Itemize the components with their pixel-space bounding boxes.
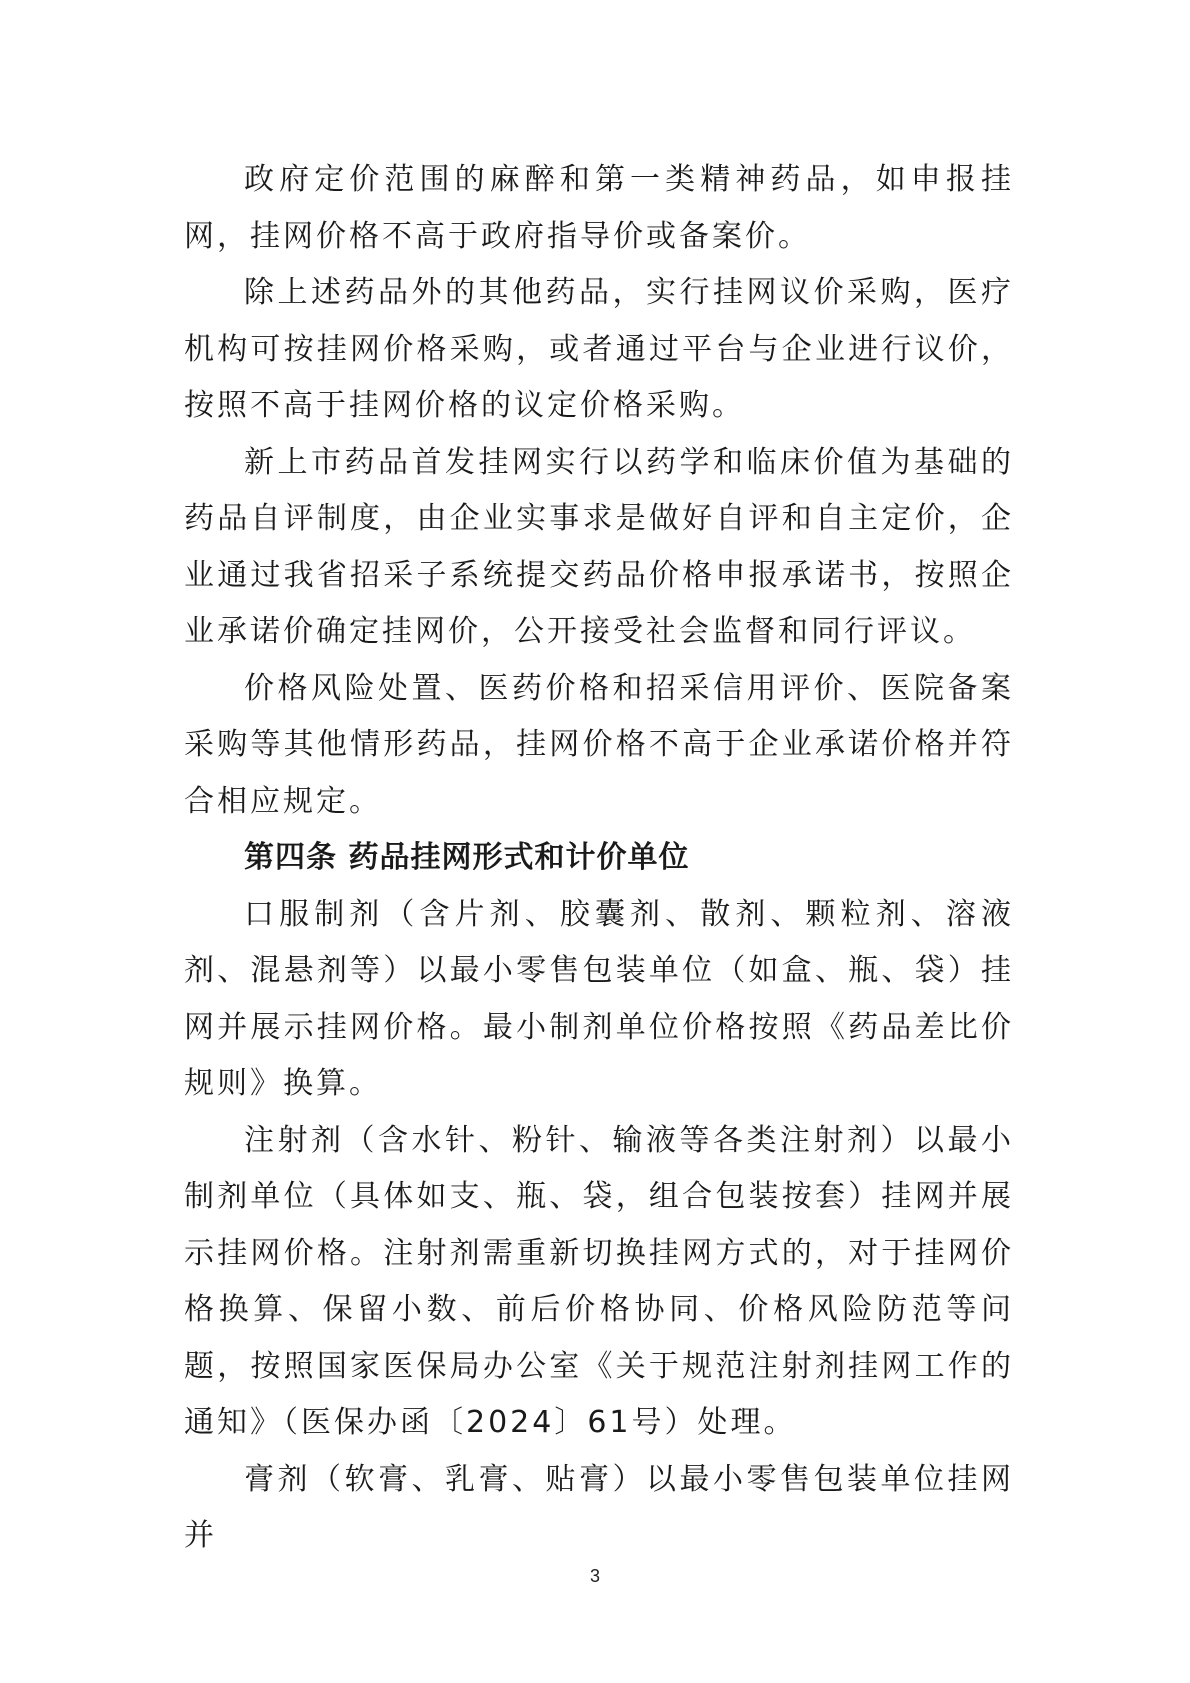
- paragraph-ointments: 膏剂（软膏、乳膏、贴膏）以最小零售包装单位挂网并: [184, 1461, 1014, 1553]
- page-number: 3: [589, 1566, 600, 1586]
- paragraph-new-drug-listing: 新上市药品首发挂网实行以药学和临床价值为基础的药品自评制度，由企业实事求是做好自评和自主定价，企业通过我省招采子系统提交药品价格申报承诺书，按照企业承诺价确定挂网价，公开接受社会监督和同行评议。: [184, 444, 1014, 649]
- paragraph-oral-preparations: 口服制剂（含片剂、胶囊剂、散剂、颗粒剂、溶液剂、混悬剂等）以最小零售包装单位（如盒、瓶、袋）挂网并展示挂网价格。最小制剂单位价格按照《药品差比价规则》换算。: [184, 896, 1014, 1101]
- paragraph-injections: 注射剂（含水针、粉针、输液等各类注射剂）以最小制剂单位（具体如支、瓶、袋，组合包装按套）挂网并展示挂网价格。注射剂需重新切换挂网方式的，对于挂网价格换算、保留小数、前后价格协同、价格风险防范等问题，按照国家医保局办公室《关于规范注射剂挂网工作的通知》（医保办函〔2024〕61号）处理。: [184, 1122, 1014, 1440]
- paragraph-negotiated-procurement: 除上述药品外的其他药品，实行挂网议价采购，医疗机构可按挂网价格采购，或者通过平台与企业进行议价，按照不高于挂网价格的议定价格采购。: [184, 275, 1014, 423]
- document-body: [184, 152, 1014, 1565]
- paragraph-narcotic-pricing: 政府定价范围的麻醉和第一类精神药品，如申报挂网，挂网价格不高于政府指导价或备案价。: [184, 162, 1014, 254]
- paragraph-other-cases: 价格风险处置、医药价格和招采信用评价、医院备案采购等其他情形药品，挂网价格不高于企业承诺价格并符合相应规定。: [184, 670, 1014, 819]
- section-heading-article-4: 第四条 药品挂网形式和计价单位: [244, 840, 690, 875]
